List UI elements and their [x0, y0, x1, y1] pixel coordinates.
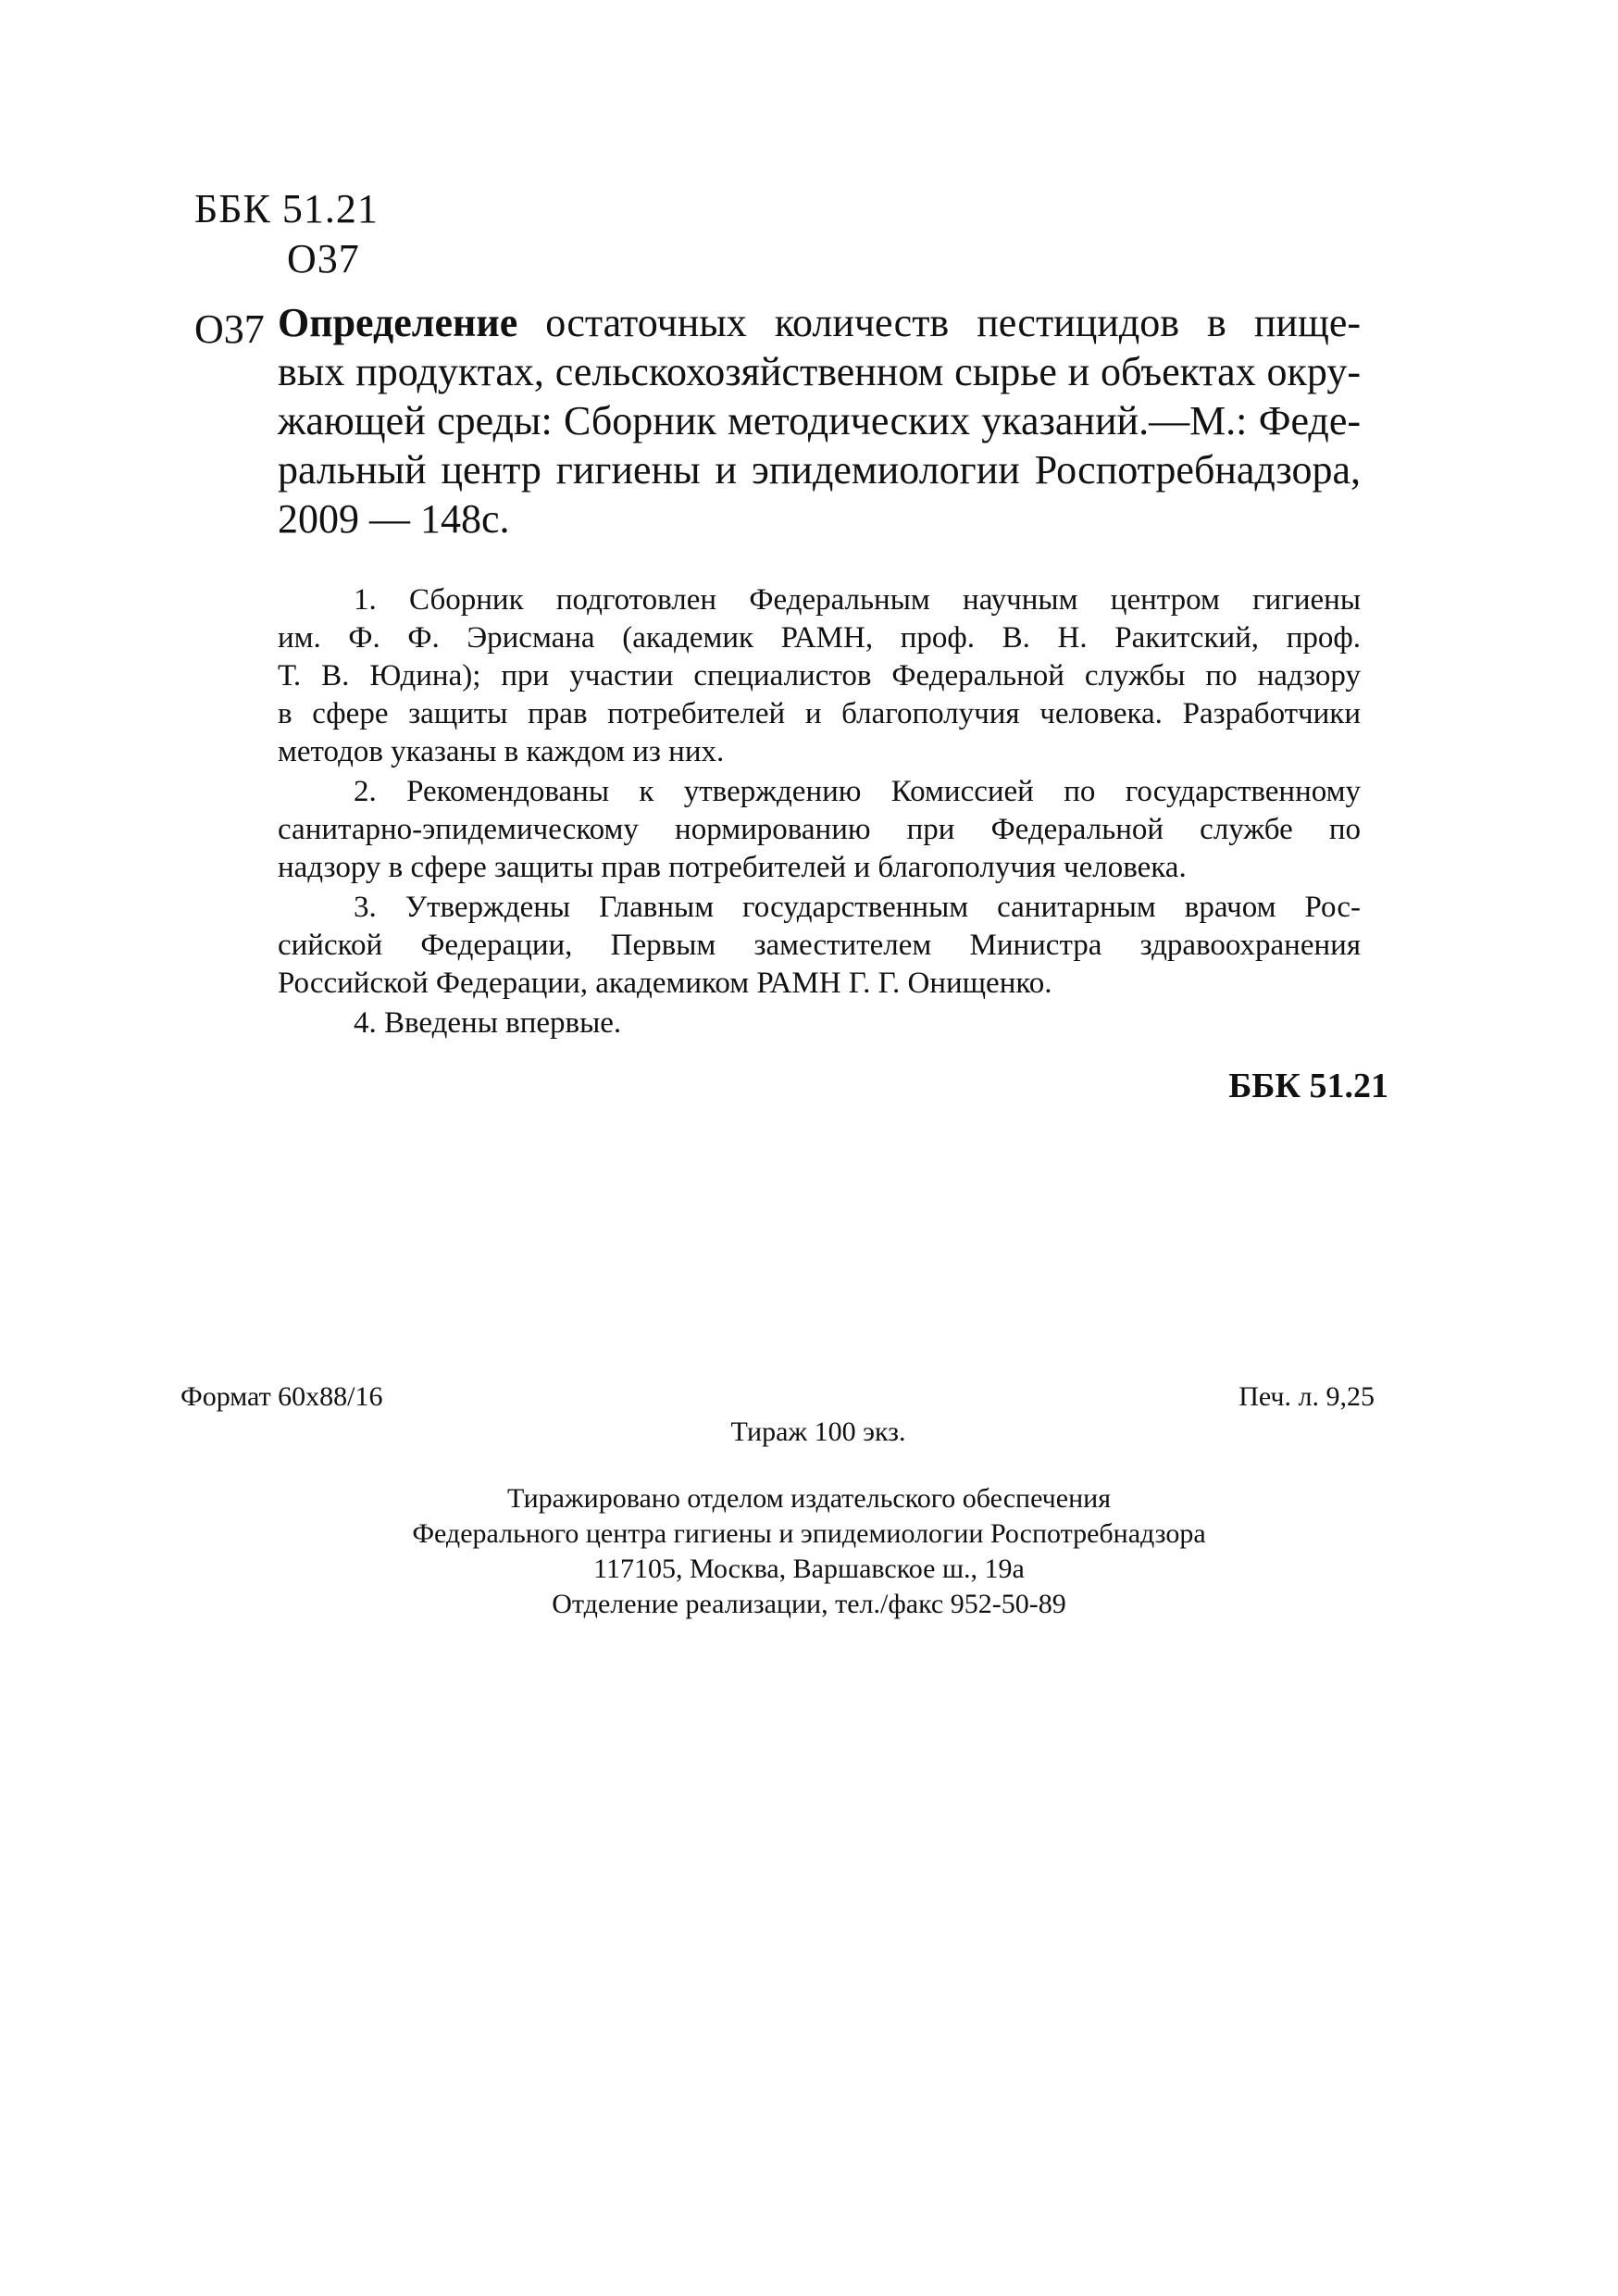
note-line: сийской Федерации, Первым заместителем Министра здравоохранения	[278, 929, 1361, 962]
publisher-line: Тиражировано отделом издательского обеспечения	[506, 1483, 1111, 1514]
note-line: санитарно-эпидемическому нормированию при Федеральной службе по	[278, 813, 1361, 846]
entry-line-4: ральный центр гигиены и эпидемиологии Роспотребнадзора,	[278, 447, 1361, 493]
entry-line-2: вых продуктах, сельскохозяйственном сырье и объектах окру-	[278, 349, 1361, 394]
entry-title-word: Определение	[278, 300, 518, 345]
note-line: Российской Федерации, академиком РАМН Г. Г. Онищенко.	[278, 967, 1052, 1000]
note-2	[278, 773, 1361, 887]
bibliographic-entry	[278, 298, 1361, 543]
printed-sheets-info: Печ. л. 9,25	[1238, 1381, 1375, 1412]
note-line: надзору в сфере защиты прав потребителей и благополучия человека.	[278, 851, 1187, 884]
entry-line-3: жающей среды: Сборник методических указаний.—М.: Феде-	[278, 398, 1361, 443]
entry-line-1	[278, 298, 1361, 347]
note-line: в сфере защиты прав потребителей и благополучия человека. Разработчики	[278, 697, 1361, 730]
print-run-info: Тираж 100 экз.	[730, 1416, 906, 1447]
publisher-line: Федерального центра гигиены и эпидемиологии Роспотребнадзора	[412, 1518, 1206, 1549]
note-line: 3. Утверждены Главным государственным санитарным врачом Рос-	[354, 891, 1361, 924]
publisher-line: Отделение реализации, тел./факс 952-50-89	[552, 1589, 1066, 1619]
note-line: методов указаны в каждом из них.	[278, 735, 725, 768]
note-line: им. Ф. Ф. Эрисмана (академик РАМН, проф. В. Н. Ракитский, проф.	[278, 621, 1361, 655]
format-info: Формат 60x88/16	[180, 1381, 383, 1412]
note-line: Т. В. Юдина); при участии специалистов Федеральной службы по надзору	[278, 659, 1361, 693]
author-mark-header: О37	[287, 236, 360, 281]
notes-section	[278, 581, 1361, 1044]
note-3	[278, 889, 1361, 1003]
author-mark-entry: О37	[194, 306, 265, 352]
bbk-code-header: ББК 51.21	[194, 186, 379, 231]
note-line: 1. Сборник подготовлен Федеральным научным центром гигиены	[354, 583, 1361, 617]
publisher-info	[0, 1481, 1618, 1622]
note-1	[278, 581, 1361, 771]
note-4	[278, 1004, 1361, 1042]
entry-line-5: 2009 — 148с.	[278, 496, 510, 542]
note-line: 2. Рекомендованы к утверждению Комиссией по государственному	[354, 775, 1361, 808]
bbk-code-footer: ББК 51.21	[1228, 1067, 1388, 1105]
publisher-line: 117105, Москва, Варшавское ш., 19а	[593, 1554, 1025, 1584]
note-line: 4. Введены впервые.	[354, 1006, 622, 1040]
entry-line-1-text: остаточных количеств пестицидов в пище-	[517, 300, 1361, 345]
